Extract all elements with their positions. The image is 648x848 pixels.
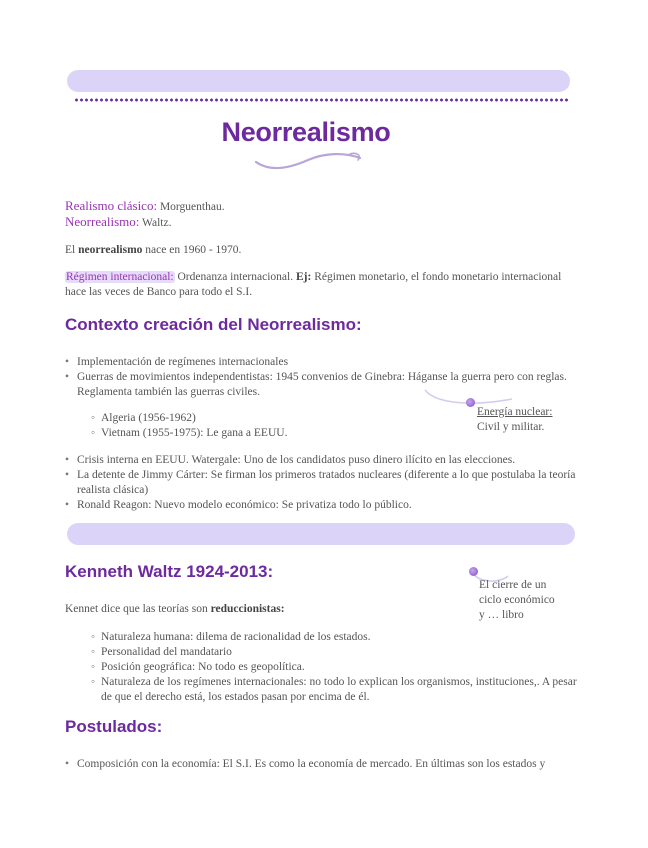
list-item: • Crisis interna en EEUU. Watergale: Uno de los candidatos puso dinero ilícito en las elecciones. [65, 453, 585, 468]
list-item: ◦ Algeria (1956-1962) [91, 411, 351, 426]
list-item: • Guerras de movimientos independentistas: 1945 convenios de Ginebra: Háganse la guerra pero con reglas. Reglamenta también las guerras civiles. [65, 370, 580, 400]
waltz-sub-bullets [91, 630, 586, 705]
header-band [67, 70, 570, 92]
contexto-bullets-b [65, 453, 585, 513]
list-item: ◦ Vietnam (1955-1975): Le gana a EEUU. [91, 426, 351, 441]
side-note-cierre: El cierre de un ciclo económico y … libro [479, 579, 555, 621]
list-item: • Ronald Reagon: Nuevo modelo económico: Se privatiza todo lo público. [65, 498, 585, 513]
list-item: • La detente de Jimmy Cárter: Se firman los primeros tratados nucleares (diferente a lo que postulaba la teoría realista clásica) [65, 468, 585, 498]
list-item: ◦ Posición geográfica: No todo es geopolítica. [91, 660, 586, 675]
dotted-divider [74, 97, 570, 103]
section-band [67, 523, 575, 545]
list-item: ◦ Naturaleza de los regímenes internacionales: no todo lo explican los organismos, instituciones,. A pesar de que el derecho está, los estados pasan por encima de él. [91, 675, 586, 705]
postulados-bullets [65, 757, 595, 772]
title-swash-ornament [252, 150, 364, 172]
list-item: ◦ Personalidad del mandatario [91, 645, 586, 660]
list-item: • Composición con la economía: El S.I. Es como la economía de mercado. En últimas son los estados y [65, 757, 595, 772]
intro-line-neorrealismo: Neorrealismo: Waltz. [65, 214, 172, 229]
page-title: Neorrealismo [221, 117, 391, 147]
heading-waltz: Kenneth Waltz 1924-2013: [65, 562, 274, 581]
heading-postulados: Postulados: [65, 717, 163, 736]
waltz-intro-line: Kennet dice que las teorías son reduccionistas: [65, 603, 285, 615]
intro-regime-paragraph: Régimen internacional: Ordenanza internacional. Ej: Régimen monetario, el fondo monetario internacional hace las veces de Banco para todo el S.I. [65, 271, 562, 298]
side-note-energia: Energía nuclear: Civil y militar. [477, 406, 553, 433]
heading-contexto: Contexto creación del Neorrealismo: [65, 315, 362, 334]
note-bead-icon [466, 398, 475, 407]
intro-birth-line: El neorrealismo nace en 1960 - 1970. [65, 244, 242, 256]
contexto-sub-bullets [91, 411, 351, 441]
note-bead-icon [469, 567, 478, 576]
list-item: • Implementación de regímenes internacionales [65, 355, 580, 370]
intro-line-realismo: Realismo clásico: Morguenthau. [65, 198, 225, 213]
list-item: ◦ Naturaleza humana: dilema de racionalidad de los estados. [91, 630, 586, 645]
